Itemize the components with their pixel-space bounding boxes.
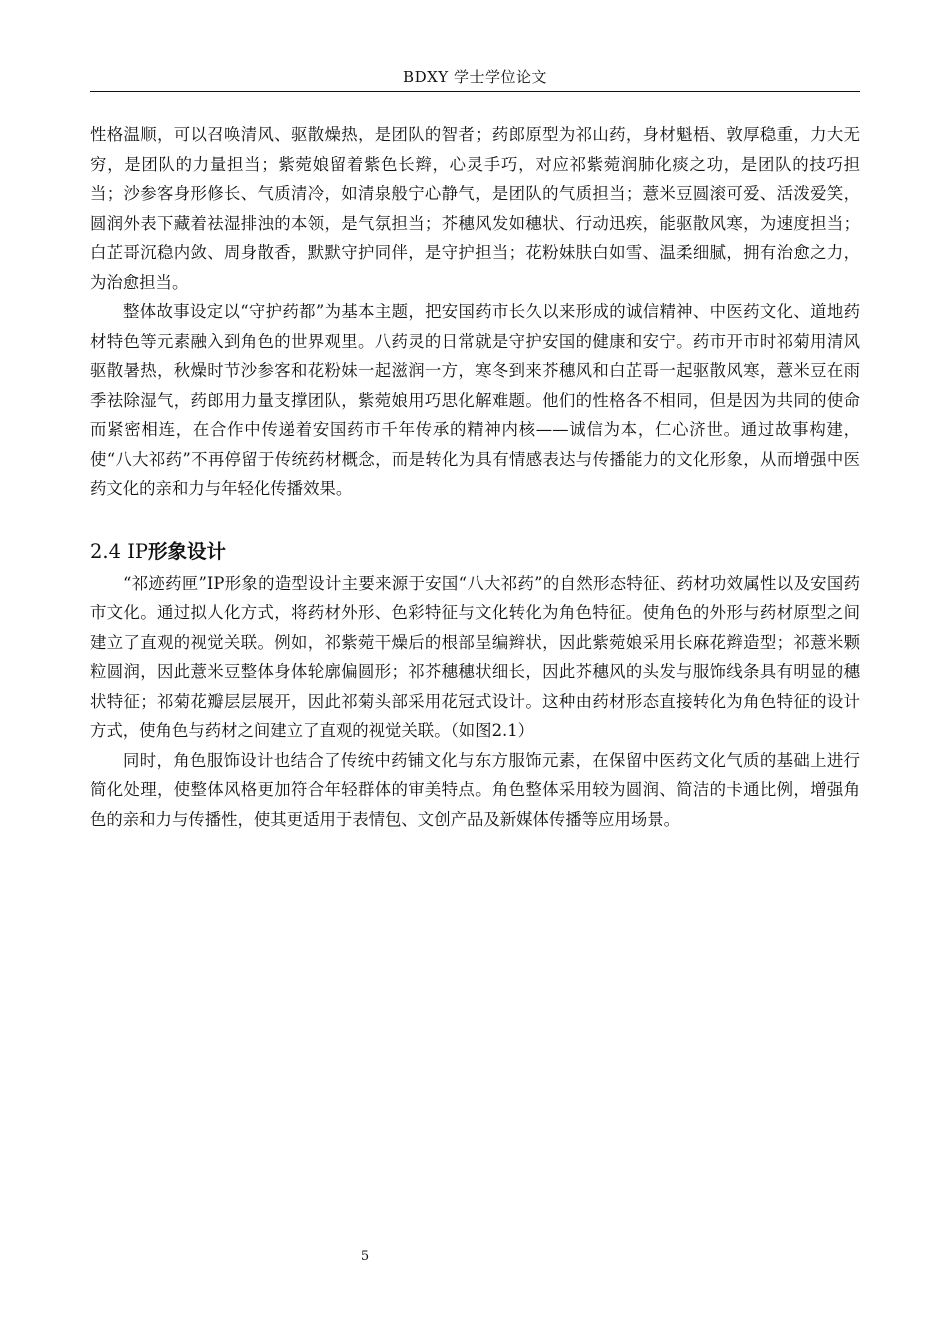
header-divider bbox=[90, 91, 860, 92]
body-paragraph-costume: 同时，角色服饰设计也结合了传统中药铺文化与东方服饰元素，在保留中医药文化气质的基础上进行简化处理，使整体风格更加符合年轻群体的审美特点。角色整体采用较为圆润、简洁的卡通比例，增强角色的亲和力与传播性，使其更适用于表情包、文创产品及新媒体传播等应用场景。 bbox=[90, 750, 860, 829]
section-number: 2.4 IP bbox=[90, 539, 149, 563]
body-paragraph-design: “祁迹药匣”IP形象的造型设计主要来源于安国“八大祁药”的自然形态特征、药材功效属性以及安国药市文化。通过拟人化方式，将药材外形、色彩特征与文化转化为角色特征。使角色的外形与药材原型之间建立了直观的视觉关联。例如，祁紫菀干燥后的根部呈编辫状，因此紫菀娘采用长麻花辫造型；祁薏米颗粒圆润，因此薏米豆整体身体轮廓偏圆形；祁芥穗穗状细长，因此芥穗风的头发与服饰线条具有明显的穗状特征；祁菊花瓣层层展开，因此祁菊头部采用花冠式设计。这种由药材形态直接转化为角色特征的设计方式，使角色与药材之间建立了直观的视觉关联。（如图2.1） bbox=[90, 573, 860, 740]
page-number: 5 bbox=[360, 1249, 370, 1264]
body-paragraph-continued: 性格温顺，可以召唤清风、驱散燥热，是团队的智者；药郎原型为祁山药，身材魁梧、敦厚稳重，力大无穷，是团队的力量担当；紫菀娘留着紫色长辫，心灵手巧，对应祁紫菀润肺化痰之功，是团队的技巧担当；沙参客身形修长、气质清冷，如清泉般宁心静气，是团队的气质担当；薏米豆圆滚可爱、活泼爱笑，圆润外表下藏着祛湿排浊的本领，是气氛担当；芥穗风发如穗状、行动迅疾，能驱散风寒，为速度担当；白芷哥沉稳内敛、周身散香，默默守护同伴，是守护担当；花粉妹肤白如雪、温柔细腻，拥有治愈之力，为治愈担当。 bbox=[90, 125, 860, 292]
page-body bbox=[90, 120, 860, 834]
section-title: 形象设计 bbox=[148, 539, 227, 563]
page-header bbox=[90, 67, 860, 87]
section-heading bbox=[90, 538, 860, 566]
header-title: BDXY 学士学位论文 bbox=[403, 68, 547, 86]
body-paragraph-story: 整体故事设定以“守护药都”为基本主题，把安国药市长久以来形成的诚信精神、中医药文化、道地药材特色等元素融入到角色的世界观里。八药灵的日常就是守护安国的健康和安宁。药市开市时祁菊用清风驱散暑热，秋燥时节沙参客和花粉妹一起滋润一方，寒冬到来芥穗风和白芷哥一起驱散风寒，薏米豆在雨季祛除湿气，药郎用力量支撑团队，紫菀娘用巧思化解难题。他们的性格各不相同，但是因为共同的使命而紧密相连，在合作中传递着安国药市千年传承的精神内核——诚信为本，仁心济世。通过故事构建，使“八大祁药”不再停留于传统药材概念，而是转化为具有情感表达与传播能力的文化形象，从而增强中医药文化的亲和力与年轻化传播效果。 bbox=[90, 302, 860, 498]
